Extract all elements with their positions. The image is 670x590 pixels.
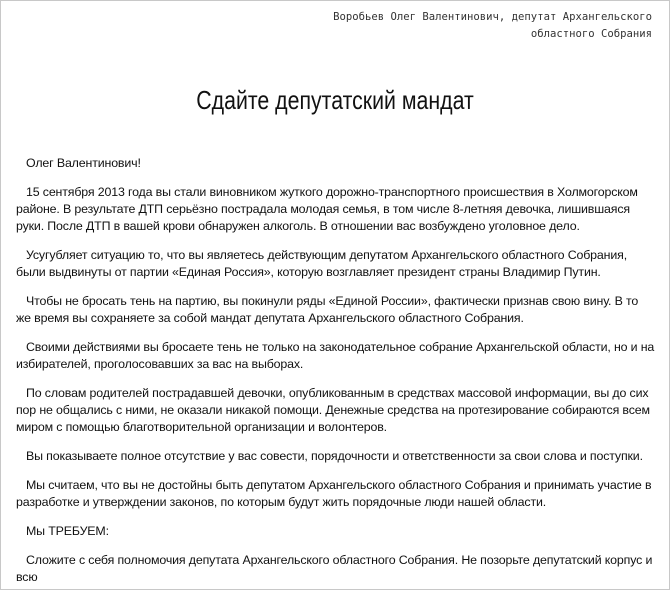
addressee-line-1: Воробьев Олег Валентинович, депутат Архангельского: [333, 11, 652, 23]
paragraph-incident: 15 сентября 2013 года вы стали виновником жуткого дорожно-транспортного происшествия в Холмогорском районе. В результате ДТП серьёзно пострадала молодая семья, в том числе 8-летняя девочка, лишившаяся руки. После ДТП в вашей крови обнаружен алкоголь. В отношении вас возбуждено уголовное дело.: [16, 185, 638, 233]
document-title: Сдайте депутатский мандат: [196, 85, 474, 115]
paragraph-party-exit: Чтобы не бросать тень на партию, вы покинули ряды «Единой России», фактически признав свою вину. В то же время вы сохраняете за собой мандат депутата Архангельского областного Собрания.: [16, 294, 639, 325]
document-body: [16, 155, 656, 590]
addressee-line-2: областного Собрания: [530, 28, 652, 40]
paragraph-resign: Сложите с себя полномочия депутата Архангельского областного Собрания. Не позорьте депутатский корпус и всю: [16, 553, 653, 584]
paragraph-demand: Мы ТРЕБУЕМ:: [26, 524, 109, 538]
paragraph-not-worthy: Мы считаем, что вы не достойны быть депутатом Архангельского областного Собрания и принимать участие в разработке и утверждении законов, по которым будут жить порядочные люди нашей области.: [16, 478, 652, 509]
paragraph-deputy-status: Усугубляет ситуацию то, что вы являетесь действующим депутатом Архангельского областного Собрания, были выдвинуты от партии «Единая Россия», которую возглавляет президент страны Владимир Путин.: [16, 248, 627, 279]
addressee-block: [312, 9, 652, 43]
paragraph-parents: По словам родителей пострадавшей девочки, опубликованным в средствах массовой информации, вы до сих пор не общались с ними, не оказали никакой помощи. Денежные средства на протезирование собираются всем миром с помощью благотворительной организации и волонтеров.: [16, 386, 650, 434]
paragraph-conscience: Вы показываете полное отсутствие у вас совести, порядочности и ответственности за свои слова и поступки.: [26, 449, 643, 463]
paragraph-shadow: Своими действиями вы бросаете тень не только на законодательное собрание Архангельской области, но и на избирателей, проголосовавших за вас на выборах.: [16, 340, 655, 371]
salutation: Олег Валентинович!: [26, 156, 141, 170]
